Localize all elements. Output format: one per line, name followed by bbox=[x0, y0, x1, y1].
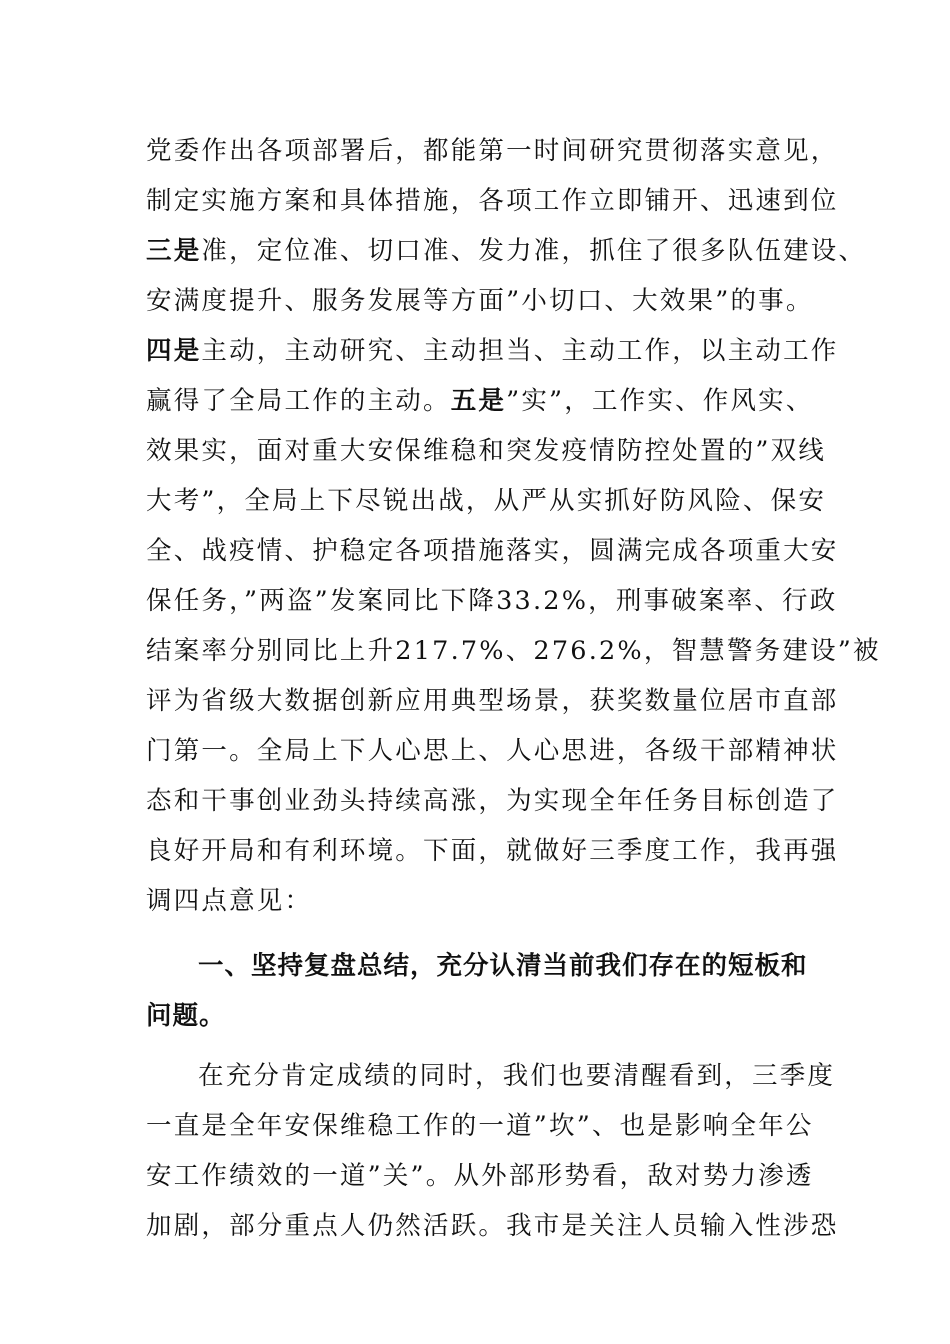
point-label: 四是 bbox=[146, 336, 202, 366]
line-text: 门第一。全局上下人心思上、人心思进，各级干部精神状 bbox=[146, 736, 839, 766]
line-text: ”实”，工作实、作风实、 bbox=[506, 386, 814, 416]
paragraph-line: 一直是全年安保维稳工作的一道”坎”、也是影响全年公 bbox=[146, 1111, 814, 1141]
text-line bbox=[146, 376, 814, 426]
line-text: 党委作出各项部署后，都能第一时间研究贯彻落实意见， bbox=[146, 136, 839, 166]
line-text: 主动，主动研究、主动担当、主动工作，以主动工作 bbox=[201, 336, 839, 366]
text-line bbox=[146, 276, 814, 326]
text-line bbox=[146, 876, 806, 926]
text-line bbox=[146, 126, 839, 176]
text-line bbox=[146, 476, 827, 526]
line-text: 大考”，全局上下尽锐出战，从严从实抓好防风险、保安 bbox=[146, 486, 827, 516]
line-text: 保任务，”两盗”发案同比下降33.2%，刑事破案率、行政 bbox=[146, 586, 838, 616]
text-line bbox=[146, 326, 839, 376]
text-line bbox=[146, 776, 839, 826]
line-text: 评为省级大数据创新应用典型场景，获奖数量位居市直部 bbox=[146, 686, 839, 716]
line-text: 结案率分别同比上升217.7%、276.2%，智慧警务建设”被 bbox=[146, 636, 881, 666]
paragraph-line: 安工作绩效的一道”关”。从外部形势看，敌对势力渗透 bbox=[146, 1161, 814, 1191]
line-text: 赢得了全局工作的主动。 bbox=[146, 386, 451, 416]
line-text: 制定实施方案和具体措施，各项工作立即铺开、迅速到位 bbox=[146, 186, 839, 216]
text-line bbox=[146, 826, 839, 876]
text-line bbox=[146, 576, 838, 626]
text-line bbox=[146, 426, 827, 476]
section-heading: 一、坚持复盘总结，充分认清当前我们存在的短板和 bbox=[198, 951, 808, 981]
paragraph-line: 在充分肯定成绩的同时，我们也要清醒看到，三季度 bbox=[198, 1061, 836, 1091]
text-line bbox=[146, 626, 881, 676]
text-line bbox=[146, 226, 867, 276]
line-text: 效果实，面对重大安保维稳和突发疫情防控处置的”双线 bbox=[146, 436, 827, 466]
section-heading-continued: 问题。 bbox=[146, 1001, 226, 1031]
point-label: 五是 bbox=[450, 386, 507, 416]
line-text: 准，定位准、切口准、发力准，抓住了很多队伍建设、 bbox=[201, 236, 867, 266]
point-label: 三是 bbox=[146, 236, 202, 266]
paragraph-line: 加剧，部分重点人仍然活跃。我市是关注人员输入性涉恐 bbox=[146, 1211, 839, 1241]
line-text: 安满度提升、服务发展等方面”小切口、大效果”的事。 bbox=[146, 286, 814, 316]
text-line bbox=[146, 676, 839, 726]
line-text: 调四点意见： bbox=[146, 886, 313, 916]
line-text: 态和干事创业劲头持续高涨，为实现全年任务目标创造了 bbox=[146, 786, 839, 816]
line-text: 良好开局和有利环境。下面，就做好三季度工作，我再强 bbox=[146, 836, 839, 866]
line-text: 全、战疫情、护稳定各项措施落实，圆满完成各项重大安 bbox=[146, 536, 839, 566]
text-line bbox=[146, 526, 839, 576]
document-body bbox=[146, 126, 881, 1251]
text-line bbox=[146, 176, 839, 226]
text-line bbox=[146, 726, 839, 776]
